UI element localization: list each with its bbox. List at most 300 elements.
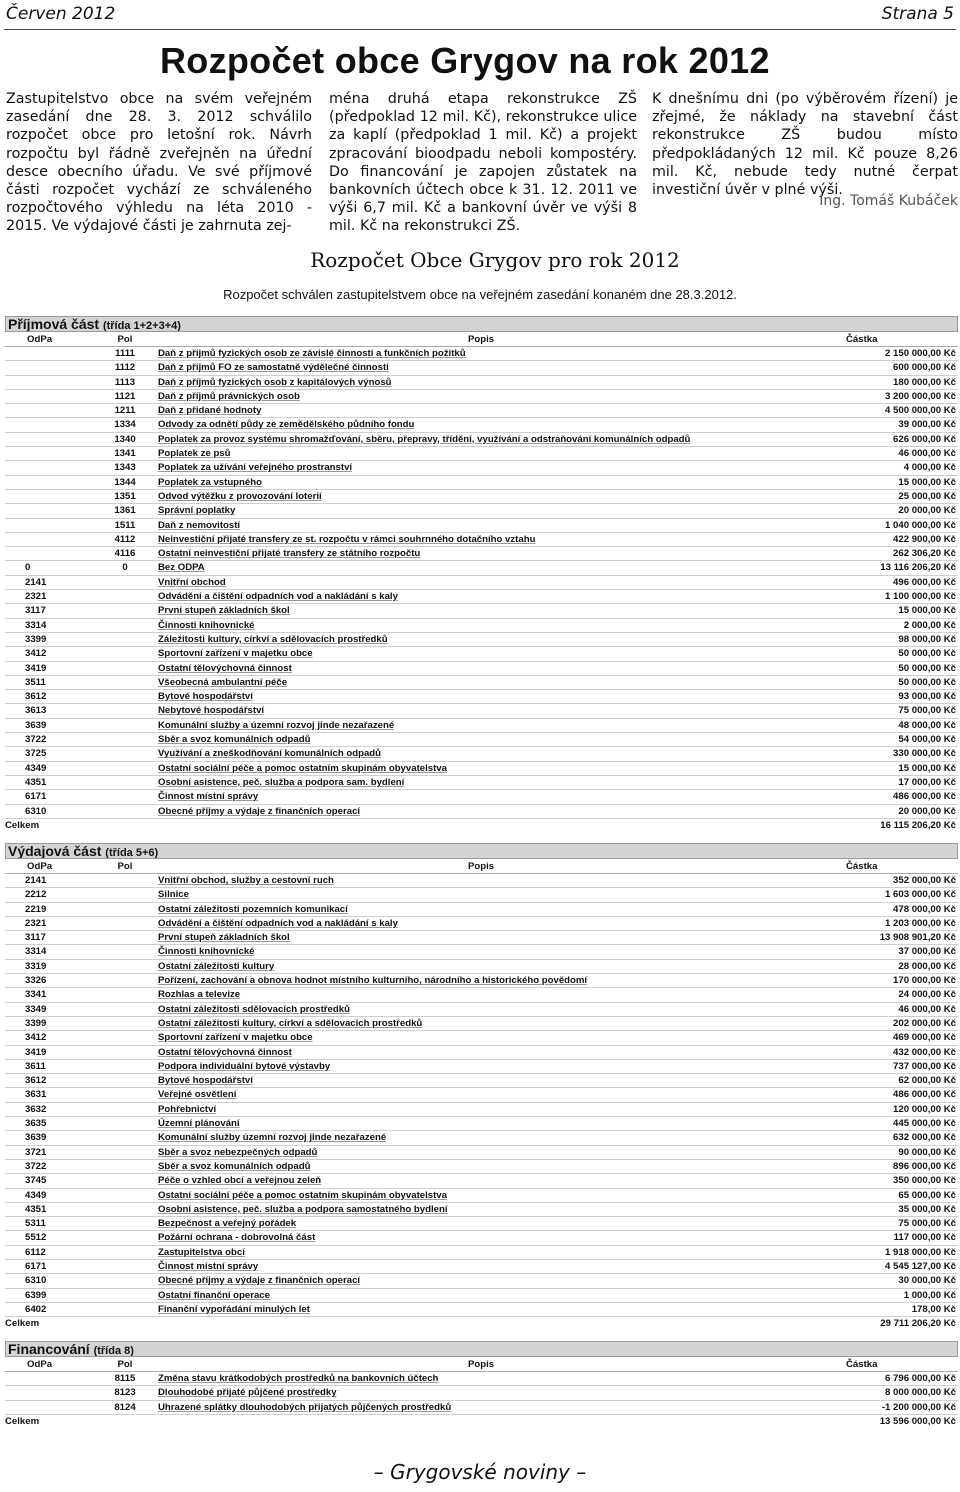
table-row (5, 931, 958, 945)
table-row (5, 903, 958, 917)
castka-cell: 202 000,00 Kč (893, 1017, 956, 1029)
castka-cell: 445 000,00 Kč (893, 1118, 956, 1130)
col-header-castka: Částka (846, 861, 878, 872)
popis-cell: Činnost místní správy (158, 791, 259, 803)
newspaper-footer: – Grygovské noviny – (373, 1460, 587, 1484)
popis-cell: Komunální služby a územní rozvoj jinde nezařazené (158, 719, 395, 731)
castka-cell: 262 306,20 Kč (893, 548, 956, 560)
odpa-cell: 5311 (25, 1218, 46, 1230)
total-row (5, 1317, 958, 1331)
popis-cell: Odvody za odnětí půdy ze zemědělského půdního fondu (158, 419, 415, 431)
header-divider (4, 29, 956, 30)
popis-cell: Daň z příjmů fyzických osob ze závislé činnosti a funkčních požitků (158, 348, 466, 359)
col-header-popis: Popis (468, 861, 495, 872)
castka-cell: 626 000,00 Kč (893, 433, 956, 445)
popis-cell: Pořízení, zachování a obnova hodnot místního kulturního, národního a historického povědomí (158, 975, 588, 987)
pol-cell: 1351 (114, 490, 136, 502)
popis-cell: Změna stavu krátkodobých prostředků na bankovních účtech (158, 1373, 439, 1384)
castka-cell: 117 000,00 Kč (893, 1232, 956, 1244)
castka-cell: 50 000,00 Kč (898, 648, 956, 660)
odpa-cell: 3631 (25, 1089, 47, 1101)
total-amount: 29 711 206,20 Kč (880, 1318, 956, 1330)
popis-cell: Správní poplatky (158, 505, 236, 517)
odpa-cell: 2321 (25, 591, 47, 603)
table-row (5, 590, 958, 604)
table-row (5, 519, 958, 533)
castka-cell: 178,00 Kč (911, 1303, 956, 1315)
pol-cell: 4116 (114, 548, 136, 560)
odpa-cell: 3635 (25, 1118, 47, 1130)
castka-cell: 75 000,00 Kč (898, 705, 956, 717)
col-header-pol: Pol (117, 1359, 133, 1370)
odpa-cell: 3349 (25, 1003, 47, 1015)
castka-cell: 15 000,00 Kč (898, 762, 956, 774)
castka-cell: 600 000,00 Kč (893, 362, 956, 374)
pol-cell: 4112 (114, 533, 136, 545)
total-amount: 16 115 206,20 Kč (880, 819, 956, 831)
popis-cell: Ostatní záležitosti kultury (158, 960, 275, 972)
odpa-cell: 3612 (25, 691, 47, 703)
castka-cell: 4 500 000,00 Kč (885, 405, 956, 417)
castka-cell: 48 000,00 Kč (898, 719, 956, 731)
castka-cell: 1 100 000,00 Kč (885, 591, 956, 603)
popis-cell: Ostatní neinvestiční přijaté transfery ze státního rozpočtu (158, 548, 421, 560)
expense-heading: Výdajová část (třída 5+6) (5, 843, 958, 859)
table-row (5, 547, 958, 561)
odpa-cell: 3412 (25, 648, 47, 660)
odpa-cell: 0 (25, 562, 31, 574)
financing-heading: Financování (třída 8) (5, 1341, 958, 1357)
odpa-cell: 4351 (25, 776, 47, 788)
table-row (5, 1160, 958, 1174)
castka-cell: 17 000,00 Kč (898, 776, 956, 788)
castka-cell: 90 000,00 Kč (898, 1146, 956, 1158)
table-row (5, 1401, 958, 1415)
odpa-cell: 4349 (25, 762, 47, 774)
castka-cell: 1 203 000,00 Kč (885, 917, 956, 929)
popis-cell: Činnosti knihovnické (158, 946, 255, 958)
castka-cell: 120 000,00 Kč (893, 1103, 956, 1115)
popis-cell: Ostatní finanční operace (158, 1289, 270, 1301)
table-row (5, 1074, 958, 1088)
castka-cell: 46 000,00 Kč (898, 448, 956, 460)
pol-cell: 8124 (114, 1401, 136, 1413)
odpa-cell: 3412 (25, 1032, 47, 1044)
table-row (5, 776, 958, 790)
table-row (5, 576, 958, 590)
popis-cell: Vnitřní obchod (158, 576, 226, 588)
popis-cell: Sběr a svoz nebezpečných odpadů (158, 1146, 318, 1158)
popis-cell: Sběr a svoz komunálních odpadů (158, 734, 311, 746)
table-row (5, 1174, 958, 1188)
table-row (5, 1103, 958, 1117)
popis-cell: Podpora individuální bytové výstavby (158, 1060, 331, 1072)
table-row (5, 1289, 958, 1303)
table-header-row (5, 332, 958, 347)
col-header-castka: Částka (846, 334, 878, 345)
table-row (5, 533, 958, 547)
pol-cell: 8115 (114, 1373, 136, 1384)
popis-cell: Ostatní záležitosti sdělovacích prostředků (158, 1003, 350, 1015)
popis-cell: Daň z přidané hodnoty (158, 405, 262, 417)
table-row (5, 704, 958, 718)
table-row (5, 1189, 958, 1203)
castka-cell: 25 000,00 Kč (898, 490, 956, 502)
popis-cell: Pohřebnictví (158, 1103, 217, 1115)
table-row (5, 662, 958, 676)
popis-cell: První stupeň základních škol (158, 932, 290, 944)
table-row (5, 747, 958, 761)
pol-cell: 0 (122, 562, 128, 574)
castka-cell: 37 000,00 Kč (898, 946, 956, 958)
table-row (5, 619, 958, 633)
popis-cell: Poplatek za provoz systému shromažďování, sběru, přepravy, třídění, využívání a odstraňování komunálních odpadů (158, 433, 691, 445)
odpa-cell: 2321 (25, 917, 47, 929)
table-row (5, 805, 958, 819)
table-row (5, 917, 958, 931)
castka-cell: 13 116 206,20 Kč (880, 562, 956, 574)
odpa-cell: 3314 (25, 946, 47, 958)
castka-cell: 24 000,00 Kč (898, 989, 956, 1001)
castka-cell: 4 545 127,00 Kč (885, 1261, 956, 1273)
castka-cell: 170 000,00 Kč (893, 975, 956, 987)
castka-cell: 13 908 901,20 Kč (879, 932, 956, 944)
page-number: Strana 5 (881, 4, 954, 24)
castka-cell: 896 000,00 Kč (893, 1160, 956, 1172)
table-row (5, 1203, 958, 1217)
pol-cell: 1112 (114, 362, 136, 374)
table-row (5, 1217, 958, 1231)
popis-cell: Daň z příjmů fyzických osob z kapitálových výnosů (158, 376, 392, 388)
castka-cell: 75 000,00 Kč (898, 1218, 956, 1230)
table-row (5, 974, 958, 988)
table-row (5, 676, 958, 690)
odpa-cell: 4351 (25, 1203, 47, 1215)
total-label: Celkem (5, 1415, 40, 1427)
table-row (5, 461, 958, 475)
popis-cell: Dlouhodobé přijaté půjčené prostředky (158, 1387, 337, 1399)
castka-cell: 15 000,00 Kč (898, 605, 956, 617)
table-row (5, 1260, 958, 1274)
odpa-cell: 4349 (25, 1189, 47, 1201)
popis-cell: Poplatek ze psů (158, 448, 231, 460)
odpa-cell: 3725 (25, 748, 47, 760)
castka-cell: 352 000,00 Kč (893, 875, 956, 886)
castka-cell: 54 000,00 Kč (898, 734, 956, 746)
popis-cell: Ostatní sociální péče a pomoc ostatním skupinám obyvatelstva (158, 1189, 447, 1201)
odpa-cell: 6402 (25, 1303, 47, 1315)
castka-cell: 1 040 000,00 Kč (885, 519, 956, 531)
castka-cell: 30 000,00 Kč (898, 1275, 956, 1287)
odpa-cell: 3399 (25, 1017, 47, 1029)
popis-cell: Poplatek za vstupného (158, 476, 262, 488)
table-row (5, 719, 958, 733)
odpa-cell: 6171 (25, 791, 47, 803)
popis-cell: Daň z příjmů právnických osob (158, 390, 300, 402)
odpa-cell: 6112 (25, 1246, 46, 1258)
table-row (5, 1003, 958, 1017)
popis-cell: Osobní asistence, peč. služba a podpora sam. bydlení (158, 776, 405, 788)
odpa-cell: 3639 (25, 1132, 47, 1144)
castka-cell: 1 603 000,00 Kč (885, 889, 956, 901)
popis-cell: Komunální služby územní rozvoj jinde nezařazené (158, 1132, 387, 1144)
odpa-cell: 3117 (25, 932, 46, 944)
odpa-cell: 3632 (25, 1103, 47, 1115)
popis-cell: Bez ODPA (158, 562, 205, 574)
popis-cell: Daň z nemovitostí (158, 519, 241, 531)
castka-cell: 8 000 000,00 Kč (885, 1387, 956, 1399)
castka-cell: 180 000,00 Kč (893, 376, 956, 388)
popis-cell: Sportovní zařízení v majetku obce (158, 648, 313, 660)
popis-cell: Osobní asistence, peč. služba a podpora samostatného bydlení (158, 1203, 448, 1215)
castka-cell: 6 796 000,00 Kč (885, 1373, 956, 1384)
odpa-cell: 3722 (25, 734, 47, 746)
table-row (5, 1303, 958, 1317)
castka-cell: 20 000,00 Kč (898, 805, 956, 817)
popis-cell: Péče o vzhled obcí a veřejnou zeleň (158, 1175, 322, 1187)
table-row (5, 418, 958, 432)
castka-cell: 1 000,00 Kč (903, 1289, 956, 1301)
popis-cell: Ostatní záležitosti kultury, církví a sdělovacích prostředků (158, 1017, 423, 1029)
pol-cell: 1340 (114, 433, 136, 445)
table-row (5, 1372, 958, 1386)
popis-cell: Požární ochrana - dobrovolná část (158, 1232, 316, 1244)
odpa-cell: 3314 (25, 619, 47, 631)
odpa-cell: 2141 (25, 875, 47, 886)
castka-cell: 486 000,00 Kč (893, 1089, 956, 1101)
odpa-cell: 6171 (25, 1261, 47, 1273)
odpa-cell: 2219 (25, 903, 47, 915)
table-row (5, 1246, 958, 1260)
odpa-cell: 3611 (25, 1060, 46, 1072)
castka-cell: 632 000,00 Kč (893, 1132, 956, 1144)
pol-cell: 8123 (114, 1387, 136, 1399)
odpa-cell: 3722 (25, 1160, 47, 1172)
popis-cell: Obecné příjmy a výdaje z finančních operací (158, 1275, 361, 1287)
popis-cell: Obecné příjmy a výdaje z finančních operací (158, 805, 361, 817)
odpa-cell: 3721 (25, 1146, 47, 1158)
popis-cell: Uhrazené splátky dlouhodobých přijatých půjčených prostředků (158, 1401, 452, 1413)
pol-cell: 1121 (114, 390, 136, 402)
popis-cell: Všeobecná ambulantní péče (158, 676, 288, 688)
popis-cell: Ostatní sociální péče a pomoc ostatním skupinám obyvatelstva (158, 762, 447, 774)
odpa-cell: 3399 (25, 633, 47, 645)
castka-cell: 432 000,00 Kč (893, 1046, 956, 1058)
income-heading: Příjmová část (třída 1+2+3+4) (5, 316, 958, 332)
popis-cell: Bytové hospodářství (158, 1075, 253, 1087)
castka-cell: 469 000,00 Kč (893, 1032, 956, 1044)
table-row (5, 1031, 958, 1045)
castka-cell: 35 000,00 Kč (898, 1203, 956, 1215)
budget-subtitle: Rozpočet schválen zastupitelstvem obce na veřejném zasedání konaném dne 28.3.2012. (223, 287, 737, 302)
table-row (5, 647, 958, 661)
table-row (5, 690, 958, 704)
table-row (5, 1146, 958, 1160)
popis-cell: Odvádění a čištění odpadních vod a nakládání s kaly (158, 917, 398, 929)
article-title: Rozpočet obce Grygov na rok 2012 (160, 40, 770, 81)
popis-cell: Ostatní tělovýchovná činnost (158, 662, 292, 674)
castka-cell: 50 000,00 Kč (898, 676, 956, 688)
odpa-cell: 3612 (25, 1075, 47, 1087)
odpa-cell: 6310 (25, 1275, 47, 1287)
popis-cell: Veřejné osvětlení (158, 1089, 237, 1101)
pol-cell: 1361 (114, 505, 136, 517)
popis-cell: Využívání a zneškodňování komunálních odpadů (158, 748, 382, 760)
pol-cell: 1113 (114, 376, 136, 388)
pol-cell: 1211 (114, 405, 136, 417)
popis-cell: Poplatek za užívání veřejného prostranství (158, 462, 353, 474)
table-row (5, 988, 958, 1002)
table-row (5, 504, 958, 518)
popis-cell: Neinvestiční přijaté transfery ze st. rozpočtu v rámci souhrnného dotačního vztahu (158, 533, 536, 545)
popis-cell: Bezpečnost a veřejný pořádek (158, 1218, 297, 1230)
odpa-cell: 6399 (25, 1289, 47, 1301)
odpa-cell: 2141 (25, 576, 47, 588)
table-row (5, 604, 958, 618)
pol-cell: 1334 (114, 419, 136, 431)
table-row (5, 960, 958, 974)
pol-cell: 1111 (115, 348, 135, 359)
popis-cell: Odvádění a čištění odpadních vod a nakládání s kaly (158, 591, 398, 603)
castka-cell: 350 000,00 Kč (893, 1175, 956, 1187)
popis-cell: Zastupitelstva obcí (158, 1246, 245, 1258)
popis-cell: Nebytové hospodářství (158, 705, 265, 717)
pol-cell: 1344 (114, 476, 136, 488)
popis-cell: Sportovní zařízení v majetku obce (158, 1032, 313, 1044)
castka-cell: 28 000,00 Kč (898, 960, 956, 972)
table-row (5, 476, 958, 490)
odpa-cell: 3319 (25, 960, 47, 972)
castka-cell: 486 000,00 Kč (893, 791, 956, 803)
table-row (5, 376, 958, 390)
income-section (5, 316, 958, 830)
article-column-2: ména druhá etapa rekonstrukce ZŠ (předpoklad 12 mil. Kč), rekonstrukce ulice za kaplí (předpoklad 1 mil. Kč) a projekt zpracování bioodpadu neboli kompostéry. Do financování je zapojen zůstatek na bankovních účtech obce k 31. 12. 2011 ve výši 6,7 mil. Kč a bankovní úvěr ve výši 8 mil. Kč na rekonstrukci ZŠ. (329, 91, 637, 235)
popis-cell: První stupeň základních škol (158, 605, 290, 617)
popis-cell: Silnice (158, 889, 189, 901)
castka-cell: 737 000,00 Kč (893, 1060, 956, 1072)
table-row (5, 1274, 958, 1288)
table-row (5, 633, 958, 647)
table-row (5, 447, 958, 461)
castka-cell: -1 200 000,00 Kč (881, 1401, 956, 1413)
odpa-cell: 5512 (25, 1232, 47, 1244)
table-row (5, 1117, 958, 1131)
pol-cell: 1343 (114, 462, 136, 474)
odpa-cell: 3341 (25, 989, 47, 1001)
popis-cell: Rozhlas a televize (158, 989, 241, 1001)
table-header-row (5, 859, 958, 874)
popis-cell: Bytové hospodářství (158, 691, 253, 703)
castka-cell: 422 900,00 Kč (893, 533, 956, 545)
table-row (5, 1046, 958, 1060)
castka-cell: 65 000,00 Kč (898, 1189, 956, 1201)
odpa-cell: 3613 (25, 705, 47, 717)
odpa-cell: 3117 (25, 605, 46, 617)
castka-cell: 15 000,00 Kč (898, 476, 956, 488)
odpa-cell: 3639 (25, 719, 47, 731)
castka-cell: 1 918 000,00 Kč (885, 1246, 956, 1258)
castka-cell: 62 000,00 Kč (898, 1075, 956, 1087)
odpa-cell: 3326 (25, 975, 47, 987)
odpa-cell: 3745 (25, 1175, 47, 1187)
col-header-popis: Popis (468, 1359, 495, 1370)
total-row (5, 819, 958, 833)
total-label: Celkem (5, 819, 40, 831)
pol-cell: 1511 (114, 519, 136, 531)
popis-cell: Územní plánování (158, 1118, 240, 1130)
castka-cell: 478 000,00 Kč (893, 903, 956, 915)
castka-cell: 50 000,00 Kč (898, 662, 956, 674)
table-row (5, 762, 958, 776)
popis-cell: Činnost místní správy (158, 1261, 259, 1273)
table-row (5, 433, 958, 447)
popis-cell: Ostatní tělovýchovná činnost (158, 1046, 292, 1058)
table-row (5, 1060, 958, 1074)
table-row (5, 490, 958, 504)
table-row (5, 390, 958, 404)
castka-cell: 39 000,00 Kč (898, 419, 956, 431)
castka-cell: 46 000,00 Kč (898, 1003, 956, 1015)
table-row (5, 1017, 958, 1031)
table-row (5, 1231, 958, 1245)
odpa-cell: 3419 (25, 662, 47, 674)
popis-cell: Ostatní záležitosti pozemních komunikací (158, 903, 348, 915)
col-header-odpa: OdPa (27, 861, 53, 872)
castka-cell: 20 000,00 Kč (898, 505, 956, 517)
table-row (5, 347, 958, 361)
castka-cell: 93 000,00 Kč (898, 691, 956, 703)
popis-cell: Daň z příjmů FO ze samostatně výdělečné činnosti (158, 362, 389, 374)
popis-cell: Sběr a svoz komunálních odpadů (158, 1160, 311, 1172)
castka-cell: 330 000,00 Kč (893, 748, 956, 760)
table-row (5, 561, 958, 575)
table-row (5, 790, 958, 804)
table-row (5, 1386, 958, 1400)
table-row (5, 404, 958, 418)
total-row (5, 1415, 958, 1429)
pol-cell: 1341 (114, 448, 136, 460)
expense-section (5, 843, 958, 1331)
odpa-cell: 6310 (25, 805, 47, 817)
col-header-odpa: OdPa (27, 1359, 53, 1370)
article-column-3: K dnešnímu dni (po výběrovém řízení) je zřejmé, že náklady na stavební část rekonstrukce ZŠ budou místo předpokládaných 12 mil. Kč pouze 8,26 mil. Kč, nebude tedy nutné čerpat investiční úvěr v plné výši. (652, 91, 958, 199)
popis-cell: Odvod výtěžku z provozování loterií (158, 490, 322, 502)
popis-cell: Činnosti knihovnické (158, 619, 255, 631)
castka-cell: 2 000,00 Kč (903, 619, 956, 631)
total-label: Celkem (5, 1318, 40, 1330)
table-row (5, 733, 958, 747)
odpa-cell: 3419 (25, 1046, 47, 1058)
budget-title: Rozpočet Obce Grygov pro rok 2012 (310, 248, 680, 272)
page-header (6, 2, 954, 26)
article-signature: Ing. Tomáš Kubáček (819, 193, 958, 209)
col-header-odpa: OdPa (27, 334, 53, 345)
col-header-castka: Částka (846, 1359, 878, 1370)
article-column-1: Zastupitelstvo obce na svém veřejném zasedání dne 28. 3. 2012 schválilo rozpočet obce pro letošní rok. Návrh rozpočtu byl řádně zveřejněn na úřední desce obecního úřadu. Ve své příjmové části rozpočet vychází ze schváleného rozpočtového výhledu na léta 2010 - 2015. Ve výdajové části je zahrnuta zej- (6, 91, 312, 235)
odpa-cell: 2212 (25, 889, 47, 901)
table-row (5, 361, 958, 375)
castka-cell: 98 000,00 Kč (898, 633, 956, 645)
issue-date: Červen 2012 (6, 4, 116, 24)
castka-cell: 3 200 000,00 Kč (885, 390, 956, 402)
table-row (5, 888, 958, 902)
table-row (5, 945, 958, 959)
financing-section (5, 1341, 958, 1435)
col-header-popis: Popis (468, 334, 495, 345)
popis-cell: Vnitřní obchod, služby a cestovní ruch (158, 875, 334, 886)
odpa-cell: 3511 (25, 676, 46, 688)
table-row (5, 874, 958, 888)
